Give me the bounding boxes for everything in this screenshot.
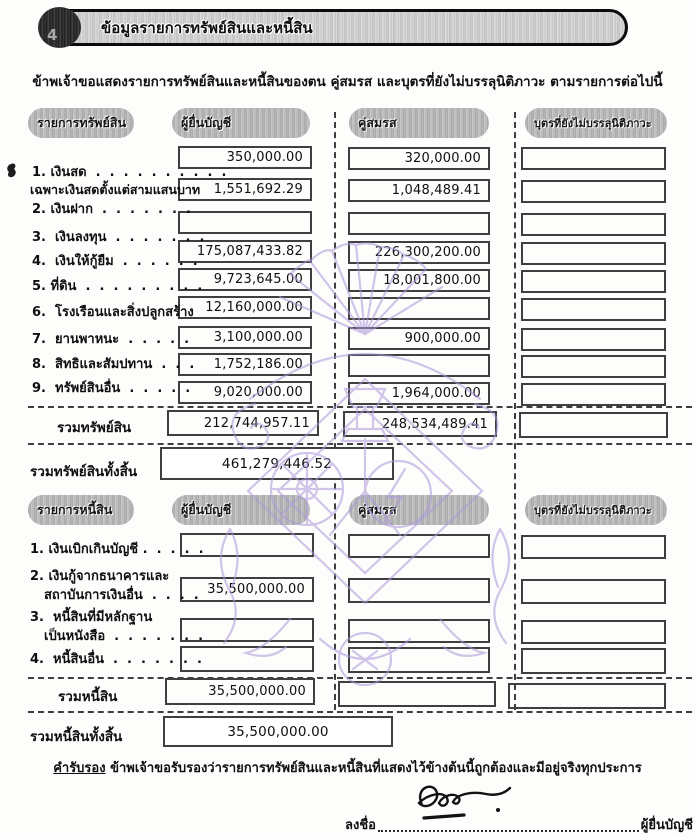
asset-value-box: 350,000.00 [178,146,312,169]
asset-value-box [521,270,666,293]
declaration-intro-text: ข้าพเจ้าขอแสดงรายการทรัพย์สินและหนี้สินของตน คู่สมรส และบุตรที่ยังไม่บรรลุนิติภาวะ ตามรายการต่อไปนี้ [32,74,663,90]
column-divider-right [514,112,516,710]
assets-section-label: รายการทรัพย์สิน [37,115,127,130]
liability-value-box [521,648,666,674]
signature-suffix: ผู้ยื่นบัญชี [640,818,693,833]
asset-row-label: 1. เงินสด . . . . . . . . . . [32,165,227,180]
assets-children-pill [525,108,667,138]
section-title-bar [40,9,628,46]
liabilities-grand-total-label: รวมหนี้สินทั้งสิ้น [30,729,123,745]
asset-value-box: 1,048,489.41 [348,179,490,202]
asset-row-label: 3. เงินลงทุน . . . . . . . [32,230,205,245]
liability-value-box [348,578,490,603]
assets-children-label: บุตรที่ยังไม่บรรลุนิติภาวะ [534,117,652,130]
assets-total-box: 248,534,489.41 [343,411,497,437]
asset-value-box: 12,160,000.00 [178,296,312,319]
section-title: ข้อมูลรายการทรัพย์สินและหนี้สิน [101,18,313,37]
liability-row-label: 4. หนี้สินอื่น . . . . . . . [30,652,202,667]
column-divider-left [334,112,336,710]
assets-spouse-label: คู่สมรส [358,115,397,130]
liabilities-declarant-pill [172,495,310,525]
liability-row-label: 2. เงินกู้จากธนาคารและ [30,569,170,584]
certification-heading: คำรับรอง [53,761,106,776]
liability-value-box [521,535,666,559]
asset-value-box: 900,000.00 [348,327,490,350]
asset-value-box [348,297,490,320]
liability-value-box: 35,500,000.00 [180,577,314,602]
divider-dashed [28,406,692,408]
liabilities-children-pill [525,495,667,525]
liabilities-section-pill [28,495,134,525]
assets-grand-total-box: 461,279,446.52 [160,447,394,480]
section-number: 4 [47,26,58,44]
asset-row-label: 8. สิทธิและสัมปทาน . . . [32,357,195,372]
asset-value-box [348,212,490,235]
liabilities-children-label: บุตรที่ยังไม่บรรลุนิติภาวะ [534,504,652,517]
liability-row-label2: เป็นหนังสือ . . . . . . . [44,629,204,644]
liabilities-total-box [338,681,496,707]
assets-section-pill [28,108,134,138]
liabilities-grand-total-box: 35,500,000.00 [163,716,393,747]
assets-declarant-label: ผู้ยื่นบัญชี [181,115,232,130]
asset-value-box [521,213,666,236]
asset-value-box: 9,723,645.00 [178,268,312,291]
liability-row-label2: สถาบันการเงินอื่น . . . . [44,588,199,603]
asset-value-box: 1,551,692.29 [178,178,312,201]
liability-value-box [348,534,490,558]
asset-value-box: 18,001,800.00 [348,269,490,292]
asset-value-box: 1,964,000.00 [348,382,490,405]
liabilities-total-box [508,683,666,709]
assets-spouse-pill [349,108,489,138]
liability-value-box [348,619,490,643]
assets-grand-total-label: รวมทรัพย์สินทั้งสิ้น [30,464,138,480]
liability-row-label: 3. หนี้สินที่มีหลักฐาน [30,610,153,625]
liability-value-box [521,620,666,644]
divider-dashed [28,677,692,679]
section-number-badge [38,7,81,48]
handwritten-signature [398,779,518,823]
asset-value-box: 1,752,186.00 [178,353,312,376]
liabilities-section-label: รายการหนี้สิน [37,502,113,517]
asset-value-box [521,328,666,351]
assets-total-box: 212,744,957.11 [167,410,319,436]
asset-value-box: 320,000.00 [348,147,490,170]
liability-value-box [348,647,490,673]
liabilities-spouse-label: คู่สมรส [358,502,397,517]
asset-value-box: 9,020,000.00 [178,381,312,404]
liability-row-label: 1. เงินเบิกเกินบัญชี . . . . . [30,542,204,557]
liabilities-spouse-pill [349,495,489,525]
asset-value-box [521,298,666,321]
asset-row-label: 6. โรงเรือนและสิ่งปลูกสร้าง [32,305,194,320]
asset-row-label: 7. ยานพาหนะ . . . . . [32,332,190,347]
asset-row-label: 4. เงินให้กู้ยืม . . . . . . [32,254,198,269]
asset-value-box [521,147,666,170]
asset-row-note: เฉพาะเงินสดตั้งแต่สามแสนบาท [30,182,201,197]
ink-artifact [5,162,19,180]
divider-dashed [28,443,692,445]
certification-text: ข้าพเจ้าขอรับรองว่ารายการทรัพย์สินและหนี้สินที่แสดงไว้ข้างต้นนี้ถูกต้องและมีอยู่จริงทุกประการ [105,761,642,776]
assets-total-box [519,412,668,438]
signature-prefix: ลงชื่อ [345,818,376,833]
asset-value-box [521,180,666,203]
asset-value-box [521,355,666,378]
assets-total-label: รวมทรัพย์สิน [57,420,132,436]
divider-dashed [28,711,692,713]
asset-value-box: 226,300,200.00 [348,241,490,264]
asset-value-box: 3,100,000.00 [178,326,312,349]
liabilities-declarant-label: ผู้ยื่นบัญชี [181,502,232,517]
certification-statement [0,757,695,778]
assets-declarant-pill [172,108,310,138]
asset-row-label: 2. เงินฝาก . . . . . . . [32,202,191,217]
liabilities-total-label: รวมหนี้สิน [58,689,118,705]
asset-value-box [521,383,666,406]
liability-value-box [521,579,666,604]
asset-value-box: 175,087,433.82 [178,240,312,263]
asset-value-box [521,242,666,265]
liabilities-total-box: 35,500,000.00 [165,678,315,705]
asset-value-box [348,354,490,377]
asset-row-label: 9. ทรัพย์สินอื่น . . . . . [32,381,191,396]
asset-row-label: 5. ที่ดิน . . . . . . . . . [32,279,203,294]
